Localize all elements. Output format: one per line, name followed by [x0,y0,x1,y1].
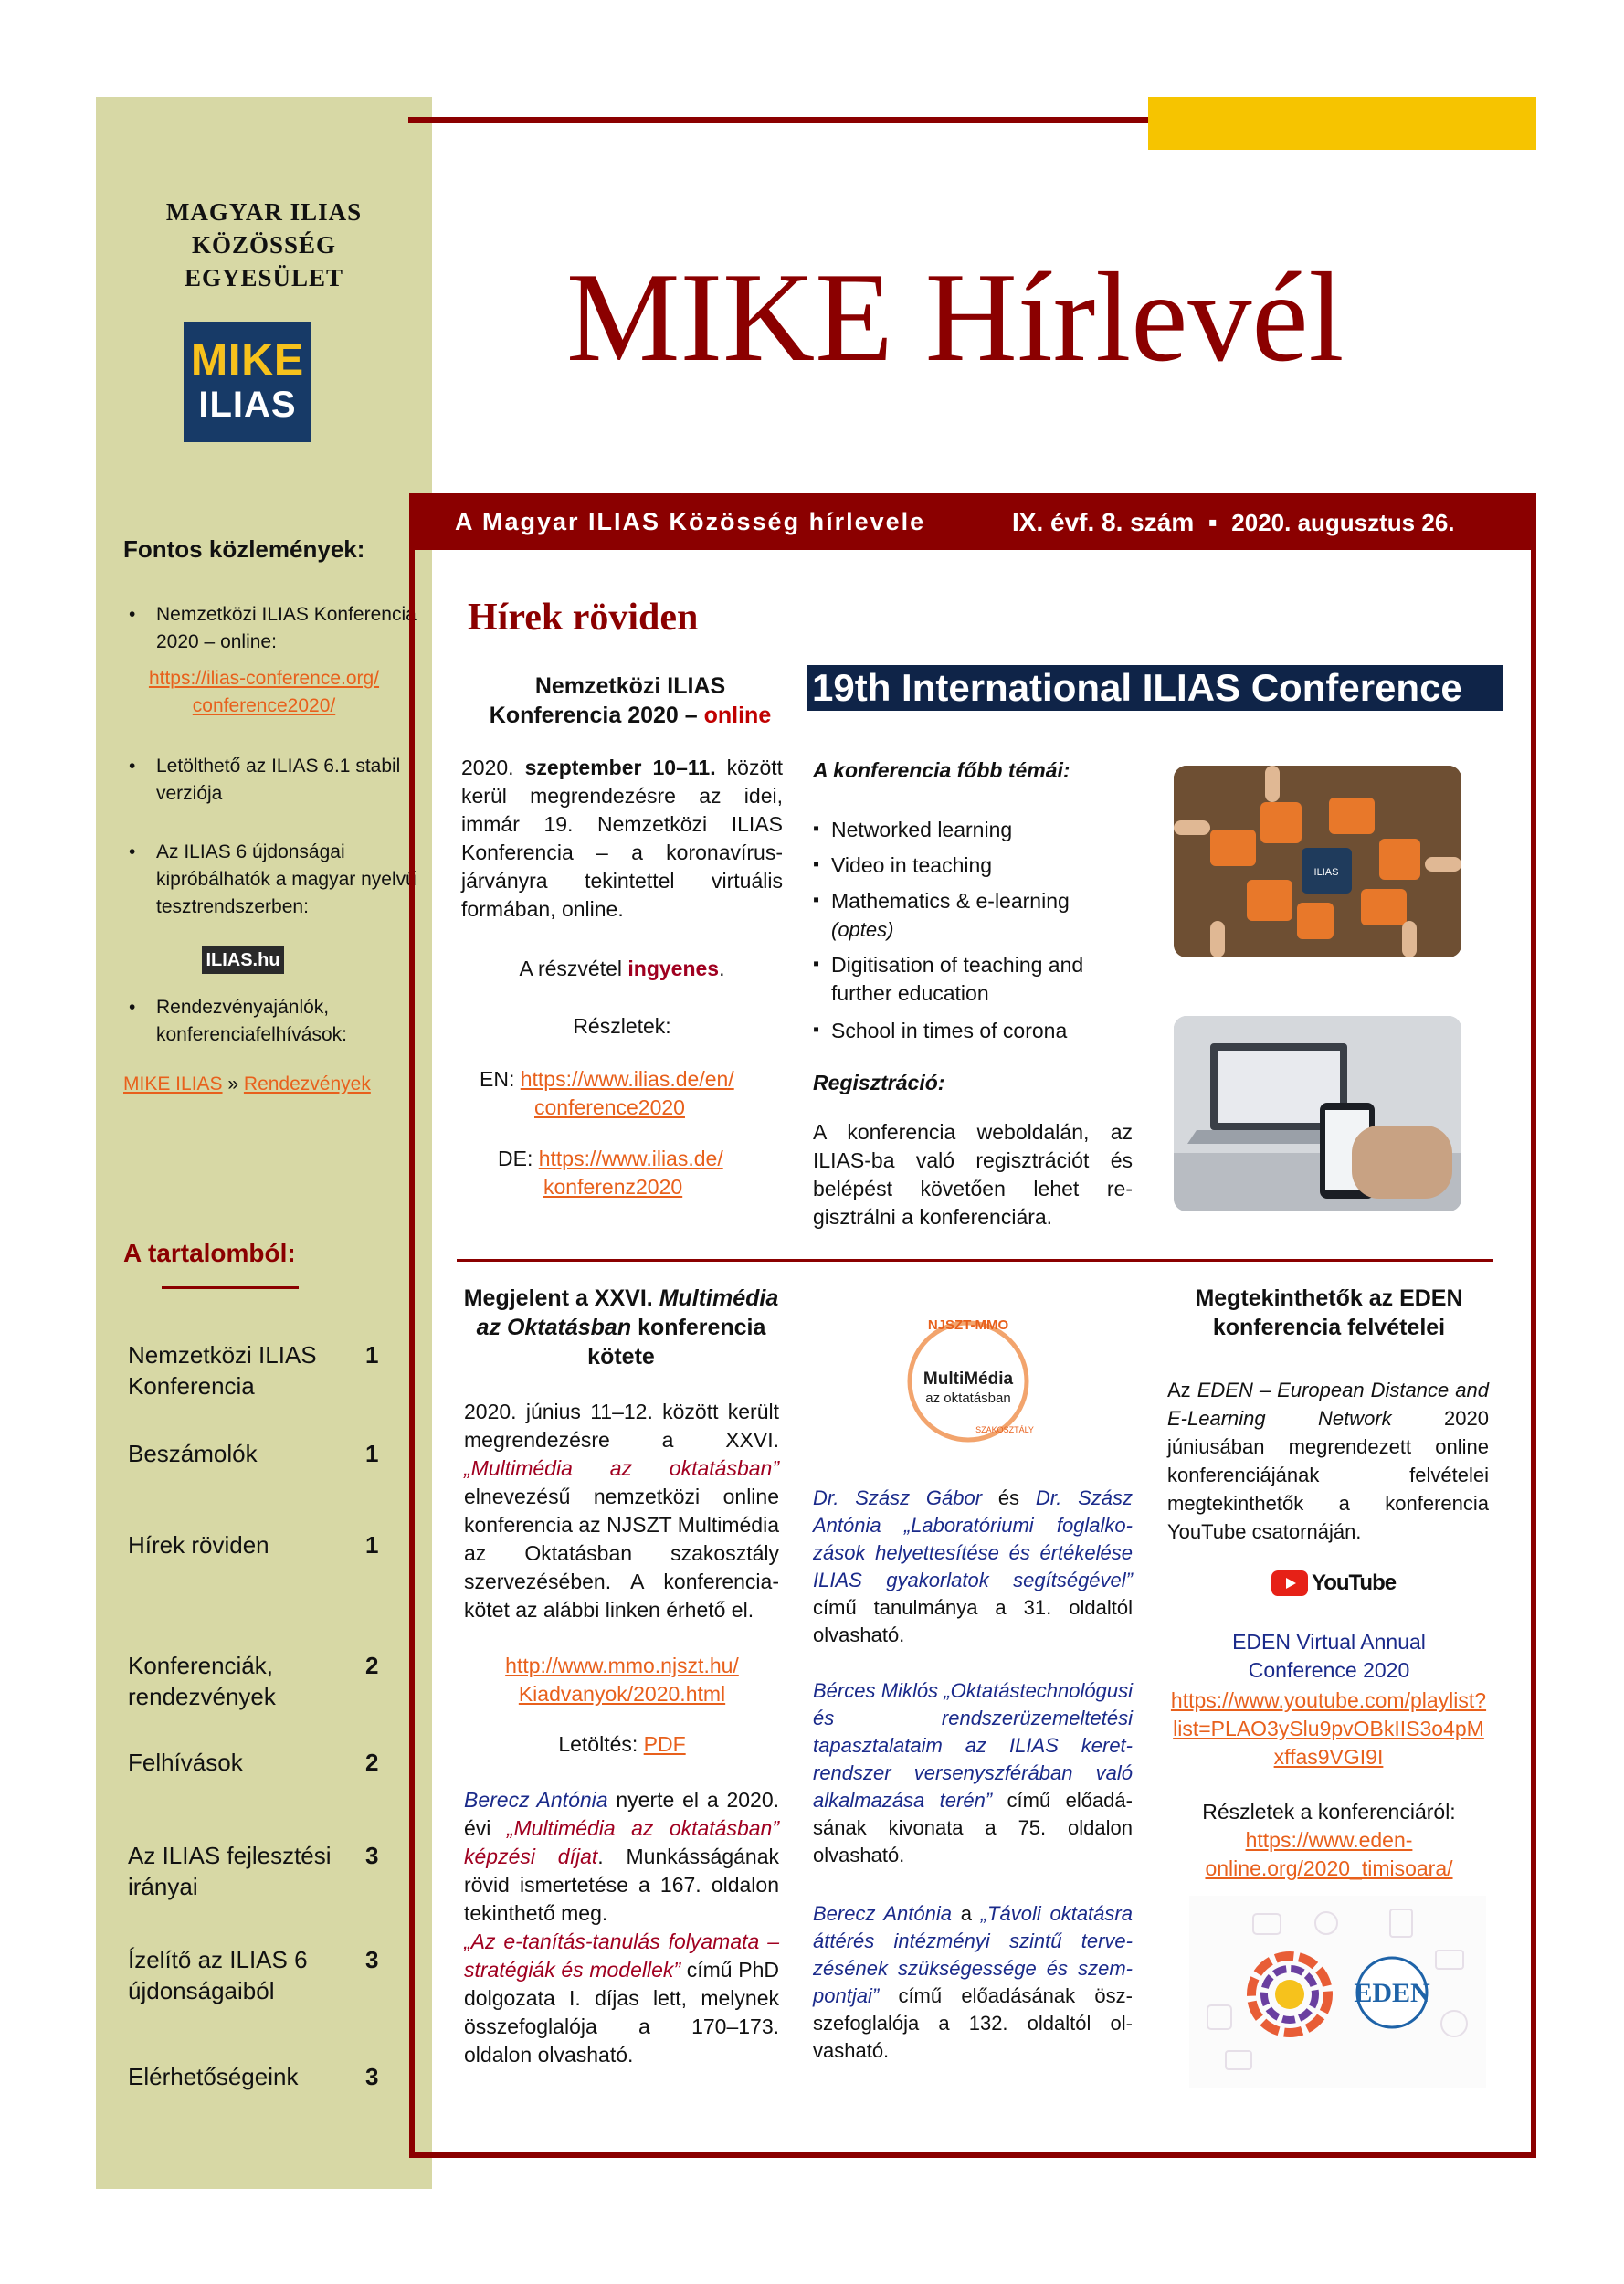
eden-badge-text: EDEN [1354,1978,1430,2008]
conference-link[interactable]: https://ilias-conference.org/ conference2020/ [148,668,380,716]
eden-more-details: Részletek a konferenciáról: https://www.eden- online.org/2020_timisoara/ [1202,1800,1456,1880]
toc-item[interactable]: Beszámolók [128,1440,258,1467]
laptop-phone-photo [1174,1016,1461,1211]
sidebar-divider [162,1286,299,1289]
topics-list [813,816,1142,1045]
topic-item: ▪ Digitisation of teaching and further education [813,951,1142,1008]
toc-item[interactable]: Nemzetközi ILIAS Konferencia [128,1341,317,1400]
njszt-mmo-logo [884,1306,1049,1453]
eden-virtual-title: EDEN Virtual Annual Conference 2020 [1232,1630,1426,1682]
njszt-logo-bottom: SZAKOSZTÁLY [975,1425,1034,1434]
events-links: MIKE ILIAS » Rendezvények [123,1073,371,1094]
pdf-link[interactable]: PDF [643,1732,686,1756]
issue-bar: A Magyar ILIAS Közösség hírlevele IX. évf. 8. szám ▪ 2020. augusztus 26. [409,493,1536,550]
notices-heading: Fontos közlemények: [123,535,365,563]
toc-item[interactable]: Az ILIAS fejlesztési irányai [128,1842,332,1900]
section-divider [457,1259,1493,1262]
toc-item[interactable]: Felhívások [128,1749,243,1776]
toc-item[interactable]: Konferenciák, rendezvények [128,1652,276,1710]
conference-banner: 19th International ILIAS Conference [807,665,1503,711]
contribution-1: Dr. Szász Gábor és Dr. Szász Antónia „Laboratóriumi foglalkozások helyettesítése és értékelése ILIAS gyakorlatok segítségével” című tanulmánya a 31. oldaltól olvasható. [813,1486,1133,1646]
details-label: Részletek: [573,1014,671,1038]
ilias-hu-badge[interactable]: ILIAS.hu [202,946,284,974]
events-link[interactable]: Rendezvények [243,1073,371,1094]
header-accent [1148,97,1536,150]
registration-text: A konferencia weboldalán, az ILIAS-ba való regisztrációt és belépést követően lehet regisztrálni a konferenciára. [813,1120,1133,1229]
notice-item: • Az ILIAS 6 újdonságai kipróbálhatók a magyar nyelvű tesztrendszerben: [123,839,425,921]
eden-conference-image [1189,1896,1486,2088]
toc-item[interactable]: Elérhetőségeink [128,2063,299,2090]
conference-text: 2020. szeptember 10–11. között kerül megrendezésre az idei, immár 19. Nemzetközi ILIAS Konferencia – a koronavírus-járványra tekintettel virtuális formában, online. [461,756,784,921]
contribution-3: Berecz Antónia a „Távoli oktatásra áttérés intézményi szintű tervezésének szükségessége és szempontjai” című előadásának öszszefoglalója a 132. oldaltól olvasható. [813,1902,1133,2062]
toc-heading: A tartalomból: [123,1239,296,1267]
njszt-logo-top: NJSZT-MMO [927,1317,1009,1333]
mike-ilias-link[interactable]: MIKE ILIAS [123,1073,223,1094]
free-participation: A részvétel ingyenes. [519,957,725,980]
topic-item: ▪ Networked learning [813,816,1142,844]
puzzle-hands-photo [1174,766,1461,957]
toc-item[interactable]: Hírek röviden [128,1531,269,1559]
notice-item: • Nemzetközi ILIAS Konferencia 2020 – online: [123,601,425,656]
youtube-icon [1271,1570,1308,1596]
eden-youtube-link[interactable]: https://www.youtube.com/playlist? list=PLAO3ySlu9pvOBkIIS3o4pM xffas9VGI9I [1170,1688,1487,1769]
mmo-heading: Megjelent a XXVI. Multimédia az Oktatásban konferencia kötete [463,1285,779,1369]
puzzle-ilias-label: ILIAS [1313,867,1339,878]
notice-item: • Rendezvényajánlók, konferenciafelhívások: [123,994,425,1049]
contribution-2: Bérces Miklós „Oktatástechnológusi és rendszerüzemeltetési tapasztalataim az ILIAS keretrendszer versenyszférában való alkalmazása terén” című előadásának kivonata a 75. oldalon olvasható. [813,1679,1133,1866]
notice-list [123,601,425,656]
topics-heading: A konferencia főbb témái: [813,758,1070,782]
mmo-text: 2020. június 11–12. között került megrendezésre a XXVI. „Multimédia az oktatásban” elnevezésű nemzetközi online konferencia az NJSZT Multimédia az Oktatásban szakosztály szervezésében. A konferenciakötet az alábbi linken érhető el. [464,1400,779,1622]
topic-item: ▪ School in times of corona [813,1017,1142,1045]
conference-heading: Nemzetközi ILIAS Konferencia 2020 – online [489,673,772,728]
notice-item: • Letölthető az ILIAS 6.1 stabil verziója [123,753,425,808]
njszt-logo-mid1: MultiMédia [923,1369,1014,1389]
mmo-download: Letöltés: PDF [558,1732,686,1756]
topic-item: ▪ Video in teaching [813,851,1142,880]
mmo-link[interactable]: http://www.mmo.njszt.hu/ Kiadvanyok/2020.html [505,1654,739,1706]
de-link: DE: https://www.ilias.de/ konferenz2020 [498,1147,723,1199]
mike-ilias-logo: MIKE ILIAS [184,322,311,442]
njszt-logo-mid2: az oktatásban [925,1390,1011,1406]
toc-item[interactable]: Ízelítő az ILIAS 6 újdonságaiból [128,1946,308,2004]
en-link: EN: https://www.ilias.de/en/ conference2020 [480,1067,734,1119]
section-title: Hírek röviden [468,597,699,639]
youtube-logo[interactable]: YouTube [1271,1570,1396,1597]
mmo-award-text: Berecz Antónia nyerte el a 2020. évi „Multimédia az oktatásban” képzési díjat. Munkásságának rövid ismertetése a 167. oldalon tekinthető meg. „Az e-tanítás-tanulás folyamata – stratégiák és modellek” című PhD dolgozata I. díjas lett, melynek összefoglalója a 170–173. oldalon olvasható. [464,1788,780,2067]
registration-heading: Regisztráció: [813,1071,945,1094]
eden-heading: Megtekinthetők az EDEN konferencia felvételei [1195,1285,1463,1340]
newsletter-title: MIKE Hírlevél [566,247,1345,388]
topic-item: ▪ Mathematics & e-learning (optes) [813,887,1142,944]
sidebar: MAGYAR ILIAS KÖZÖSSÉG EGYESÜLET MIKE ILIAS Fontos közlemények: • Nemzetközi ILIAS Konferencia 2020 – online: https://ilias-conference.org/ conference2020/ • Letölthető az ILIAS 6.1 stabil verziója • Az ILIAS 6 újdonságai kipróbálhatók a magyar nyelvű tesztrendszerben: ILIAS.hu • Rendezvényajánlók, konferenciafelhívások: MIKE ILIAS » Rendezvények A tartalomból: Nemzetközi ILIAS Konferencia 1 Beszámolók 1 Hírek röviden 1 Konferenciák, rendezvények 2 Felhívások 2 Az ILIAS fejlesztési irányai 3 Ízelítő az ILIAS 6 újdonságaiból 3 Elérhetőségeink 3 [96,97,432,2189]
issue-info: IX. évf. 8. szám ▪ 2020. augusztus 26. [1012,508,1455,536]
organization-name: MAGYAR ILIAS KÖZÖSSÉG EGYESÜLET [165,198,363,291]
eden-text: Az EDEN – European Distance and E-Learning Network 2020 júniusában megrendezett online konferenciájának felvételei megtekinthetők a konferencia YouTube csatornáján. [1167,1379,1489,1543]
